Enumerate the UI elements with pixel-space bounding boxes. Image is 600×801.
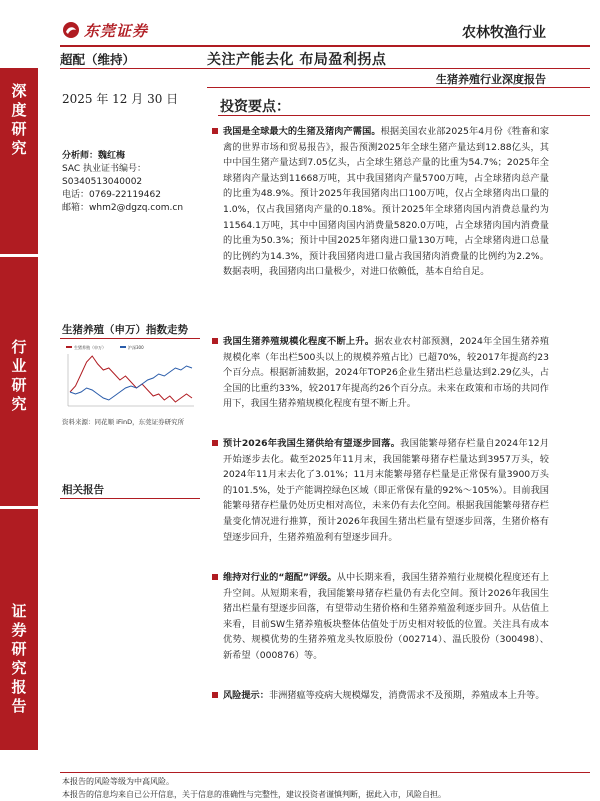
analyst-email: 邮箱：whm2@dgzq.com.cn [62, 203, 184, 213]
related-reports-divider [60, 498, 200, 499]
report-headline: 关注产能去化 布局盈利拐点 [207, 52, 387, 68]
sidebar-divider [0, 506, 38, 509]
sidebar-char: 究 [11, 659, 27, 677]
logo-text: 东莞证券 [84, 22, 149, 40]
sidebar-char: 券 [11, 621, 27, 639]
legend-swatch-hs300 [120, 346, 126, 348]
legend-label-hs300: 沪深300 [128, 345, 144, 350]
sidebar-label-industry-research [0, 338, 38, 414]
investment-points-divider [218, 115, 590, 116]
sac-number: S0340513040002 [62, 177, 143, 187]
sidebar-char: 报 [11, 678, 27, 696]
analyst-info [62, 150, 183, 215]
title-divider [60, 68, 590, 69]
index-trend-chart [62, 342, 197, 412]
chart-title: 生猪养殖（申万）指数走势 [62, 324, 188, 336]
sidebar-char: 告 [11, 697, 27, 715]
sidebar-char: 度 [11, 101, 27, 119]
sidebar-char: 究 [11, 139, 27, 157]
point-body: 据农业农村部预测，2024年全国生猪养殖规模化率（年出栏500头以上的规模养殖占比）已超70%，较2017年提高约23个百分点。根据新浦数据，2024年TOP26企业生猪出栏总量达到2.29亿头，占全国的比重约33%，较2017年提高约26个百分点。未来在政策和市场的共同作用下，我国生猪养殖规模化程度有望不断上升。 [223, 336, 549, 410]
analyst-phone: 电话：0769-22119462 [62, 190, 161, 200]
analyst-name-label: 分析师： [62, 151, 99, 161]
left-sidebar [0, 68, 38, 750]
analyst-name: 魏红梅 [98, 151, 126, 161]
point-body: 我国能繁母猪存栏量自2024年12月开始逐步去化。截至2025年11月末，我国能繁母猪存栏量达到3957万头，较2024年11月末去化了3.01%；11月末能繁母猪存栏量是正常保有量3900万头的101.5%，处于产能调控绿色区域（即正常保有量的92%～105%）。目前我国能繁母猪存栏量仍处历史相对高位，未来仍有去化空间。根据我国能繁母猪存栏量变化情况进行推算，预计2026年我国生猪出栏量有望逐步回落，生猪价格有望逐步回升，生猪养殖盈利有望逐步回升。 [223, 438, 550, 543]
bullet-icon [212, 338, 218, 344]
report-date: 2025 年 12 月 30 日 [62, 92, 179, 106]
analyst-name-line [62, 150, 183, 163]
subtitle-divider [207, 87, 590, 88]
sidebar-char: 研 [11, 120, 27, 138]
sidebar-label-deep-research [0, 82, 38, 158]
point-lead: 我国生猪养殖规模化程度不断上升。 [223, 336, 375, 347]
footer-risk-level: 本报告的风险等级为中高风险。 [62, 777, 174, 786]
investment-points-title: 投资要点： [220, 99, 290, 115]
sidebar-char: 深 [11, 82, 27, 100]
point-item-supply [223, 436, 549, 545]
sidebar-char: 究 [11, 395, 27, 413]
sidebar-char: 行 [11, 338, 27, 356]
footer-divider [60, 772, 590, 773]
point-body: 非洲猪瘟等疫病大规模爆发，消费需求不及预期，养殖成本上升等。 [268, 690, 545, 701]
chart-source: 资料来源：同花顺 iFinD，东莞证券研究所 [62, 418, 185, 426]
sidebar-divider [0, 254, 38, 257]
sidebar-char: 证 [11, 602, 27, 620]
point-body: 从中长期来看，我国生猪养殖行业规模化程度还有上升空间。从短期来看，我国能繁母猪存栏量仍有去化空间。预计2026年我国生猪出栏量有望逐步回落，有望带动生猪价格和生猪养殖盈利逐步回升。从估值上来看，目前SW生猪养殖板块整体估值处于历史相对较低的位置。关注具有成本优势、规模优势的生猪养殖龙头牧原股份（002714）、温氏股份（300498）、新希望（000876）等。 [223, 572, 550, 661]
sidebar-label-securities-report [0, 602, 38, 716]
report-subtitle: 生猪养殖行业深度报告 [436, 73, 546, 86]
point-item-global-leader [223, 124, 549, 280]
chart-title-divider [60, 338, 200, 339]
sac-label: SAC 执业证书编号： [62, 164, 147, 174]
point-item-scale [223, 334, 549, 412]
related-reports-title: 相关报告 [62, 484, 104, 496]
bullet-icon [212, 440, 218, 446]
company-logo [62, 19, 182, 41]
point-item-risk [223, 688, 549, 704]
point-lead: 预计2026年我国生猪供给有望逐步回落。 [223, 438, 401, 449]
bullet-icon [212, 574, 218, 580]
logo-mark-icon [62, 21, 80, 39]
footer-disclaimer [62, 775, 446, 801]
point-lead: 我国是全球最大的生猪及猪肉产需国。 [223, 126, 381, 137]
point-lead: 风险提示： [223, 690, 269, 701]
point-body: 根据美国农业部2025年4月份《牲畜和家禽的世界市场和贸易报告》，报告预测2025年全球生猪产量达到12.88亿头，其中中国生猪产量达到7.05亿头，占全球生猪总产量的比重为54.7%；2025年全球猪肉产量达到11668万吨，其中我国猪肉产量5700万吨，占全球猪肉总产量的比重为48.9%。预计2025年我国猪肉出口100万吨，仅占全球猪肉出口量的1.0%，仅占我国猪肉产量的0.18%。预计2025年全球猪肉国内消费总量约为11564.1万吨，其中中国猪肉国内消费量5820.0万吨，占全球猪肉国内消费量的比重为50.3%；预计中国2025年猪肉进口量130万吨，占全球猪肉进口总量的比例约为14.3%，预计我国猪肉进口量占我国猪肉消费量的比例约为2.2%。数据表明，我国猪肉出口量极少，对进口依赖低，基本自给自足。 [223, 126, 550, 278]
rating-label: 超配（维持） [60, 52, 136, 67]
point-item-rating [223, 570, 549, 664]
sidebar-char: 研 [11, 640, 27, 658]
footer-info-source: 本报告的信息均来自已公开信息，关于信息的准确性与完整性，建议投资者谨慎判断，据此入市，风险自担。 [62, 790, 446, 799]
industry-label: 农林牧渔行业 [462, 25, 546, 41]
bullet-icon [212, 128, 218, 134]
header-divider [60, 45, 590, 47]
sidebar-char: 研 [11, 376, 27, 394]
legend-label-pig: 生猪养殖（申万） [74, 345, 106, 350]
sidebar-char: 业 [11, 357, 27, 375]
legend-swatch-pig [66, 346, 72, 348]
point-lead: 维持对行业的“超配”评级。 [223, 572, 337, 583]
bullet-icon [212, 692, 218, 698]
